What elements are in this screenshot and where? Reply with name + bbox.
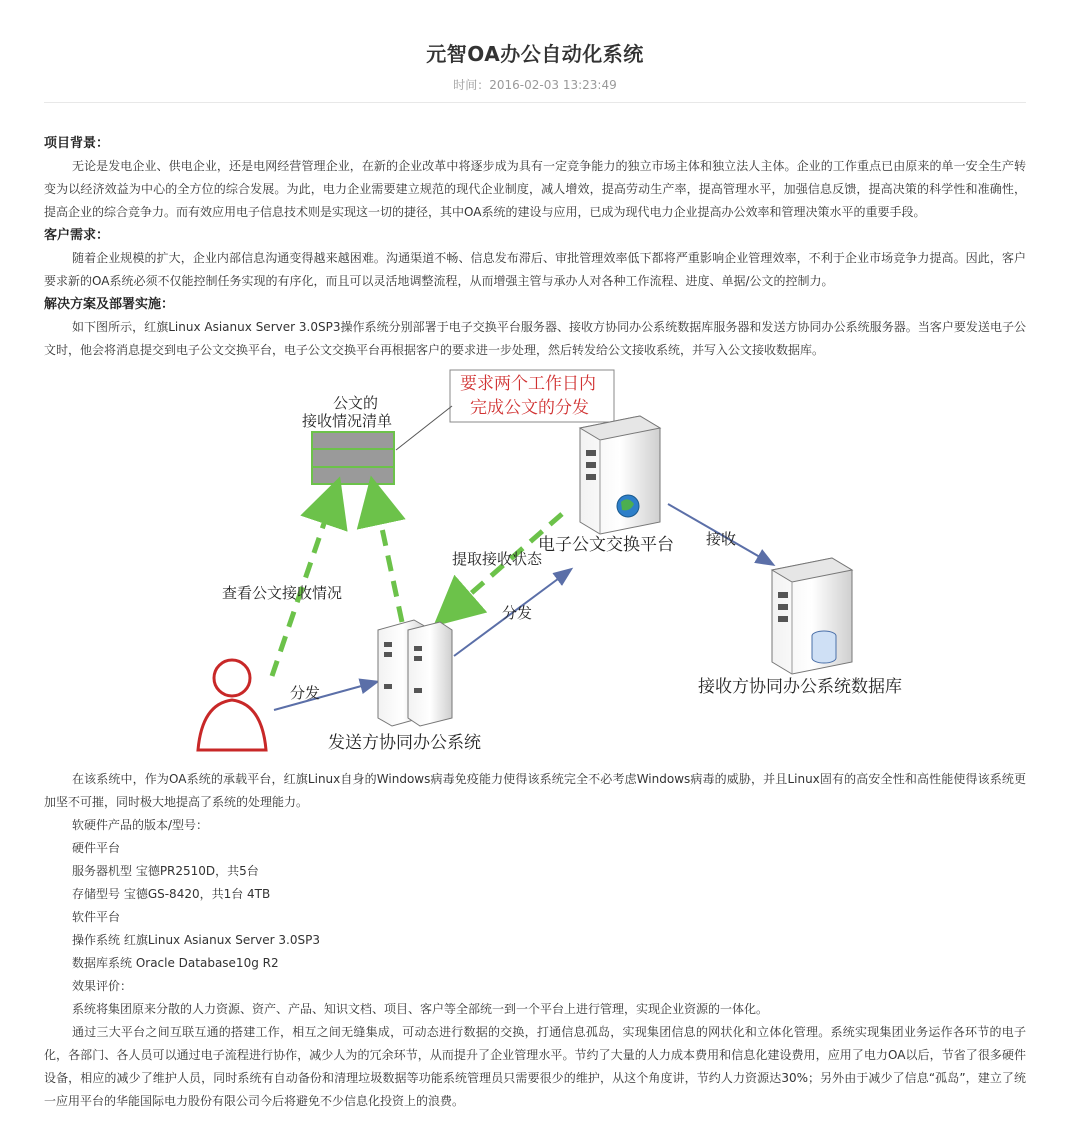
section-title-needs: 客户需求： [44,228,110,243]
spec-line: 效果评价： [72,979,133,993]
receive-label: 接收 [706,530,737,548]
article-title: 元智OA办公自动化系统 [426,42,644,66]
paragraph-after-figure: 在该系统中，作为OA系统的承载平台，红旗Linux自身的Windows病毒免疫能力使得该系统完全不必考虑Windows病毒的威胁，并且Linux固有的高安全性和高性能使得该系统更加坚不可摧，同时极大地提高了系统的处理能力。 [44,772,1026,809]
paragraph-evaluation-1: 系统将集团原来分散的人力资源、资产、产品、知识文档、项目、客户等全部统一到一个平台上进行管理，实现企业资源的一体化。 [72,1002,769,1016]
spec-line: 软硬件产品的版本/型号： [72,818,209,832]
paragraph-needs: 随着企业规模的扩大，企业内部信息沟通变得越来越困难。沟通渠道不畅、信息发布滞后、审批管理效率低下都将严重影响企业管理效率，不利于企业市场竞争力提高。因此，客户要求新的OA系统必须不仅能控制任务实现的有序化，而且可以灵活地调整流程，从而增强主管与承办人对各种工作流程、进度、单据/公文的控制力。 [44,251,1026,288]
view-status-label: 查看公文接收情况 [222,584,343,602]
paragraph-evaluation-2: 通过三大平台之间互联互通的搭建工作，相互之间无缝集成，可动态进行数据的交换，打通信息孤岛，实现集团信息的网状化和立体化管理。系统实现集团业务运作各环节的电子化，各部门、各人员可以通过电子流程进行协作，减少人为的冗余环节，从而提升了企业管理水平。节约了大量的人力成本费用和信息化建设费用，应用了电力OA以后，节省了很多硬件设备，相应的减少了维护人员，同时系统有自动备份和清理垃圾数据等功能系统管理员只需要很少的维护，从这个角度讲，节约人力资源达30%；另外由于减少了信息“孤岛”，建立了统一应用平台的华能国际电力股份有限公司今后将避免不少信息化投资上的浪费。 [44,1025,1026,1108]
dispatch-label-upper: 分发 [502,604,533,622]
article-body [44,132,1026,1113]
exchange-platform-label: 电子公文交换平台 [538,535,674,555]
deployment-diagram [162,366,902,762]
spec-line: 数据库系统 Oracle Database10g R2 [72,956,279,970]
list-label-line2: 接收情况清单 [302,412,393,430]
list-icon [312,432,394,484]
sender-system-label: 发送方协同办公系统 [328,733,481,753]
requirement-line1: 要求两个工作日内 [460,374,596,394]
fetch-status-label: 提取接收状态 [452,550,543,568]
section-title-solution: 解决方案及部署实施： [44,297,175,312]
sender-server-cluster-icon [378,620,452,726]
article-timestamp: 时间：2016-02-03 13:23:49 [453,78,617,92]
user-person-icon [198,660,266,750]
exchange-server-icon [580,416,660,534]
requirement-line2: 完成公文的分发 [470,398,589,418]
receiver-db-server-icon [772,558,852,674]
spec-line: 服务器机型 宝德PR2510D，共5台 [72,864,259,878]
spec-line: 硬件平台 [72,841,121,855]
spec-line: 操作系统 红旗Linux Asianux Server 3.0SP3 [72,933,320,947]
spec-line: 软件平台 [72,910,121,924]
article-header [44,0,1026,103]
paragraph-background: 无论是发电企业、供电企业，还是电网经营管理企业，在新的企业改革中将逐步成为具有一定竞争能力的独立市场主体和独立法人主体。企业的工作重点已由原来的单一安全生产转变为以经济效益为中心的全方位的综合发展。为此，电力企业需要建立规范的现代企业制度，减人增效，提高劳动生产率，提高管理水平，加强信息反馈，提高决策的科学性和准确性，提高企业的综合竞争力。而有效应用电子信息技术则是实现这一切的捷径，其中OA系统的建设与应用，已成为现代电力企业提高办公效率和管理决策水平的重要手段。 [44,159,1026,219]
section-title-background: 项目背景： [44,136,110,151]
paragraph-solution: 如下图所示，红旗Linux Asianux Server 3.0SP3操作系统分别部署于电子交换平台服务器、接收方协同办公系统数据库服务器和发送方协同办公系统服务器。当客户要发送电子公文时，他会将消息提交到电子公文交换平台，电子公文交换平台再根据客户的要求进一步处理，然后转发给公文接收系统，并写入公文接收数据库。 [44,320,1026,357]
receiver-db-label: 接收方协同办公系统数据库 [698,677,902,697]
list-label-line1: 公文的 [333,394,379,412]
spec-line: 存储型号 宝德GS-8420，共1台 4TB [72,887,271,901]
dispatch-label-lower: 分发 [290,684,321,702]
